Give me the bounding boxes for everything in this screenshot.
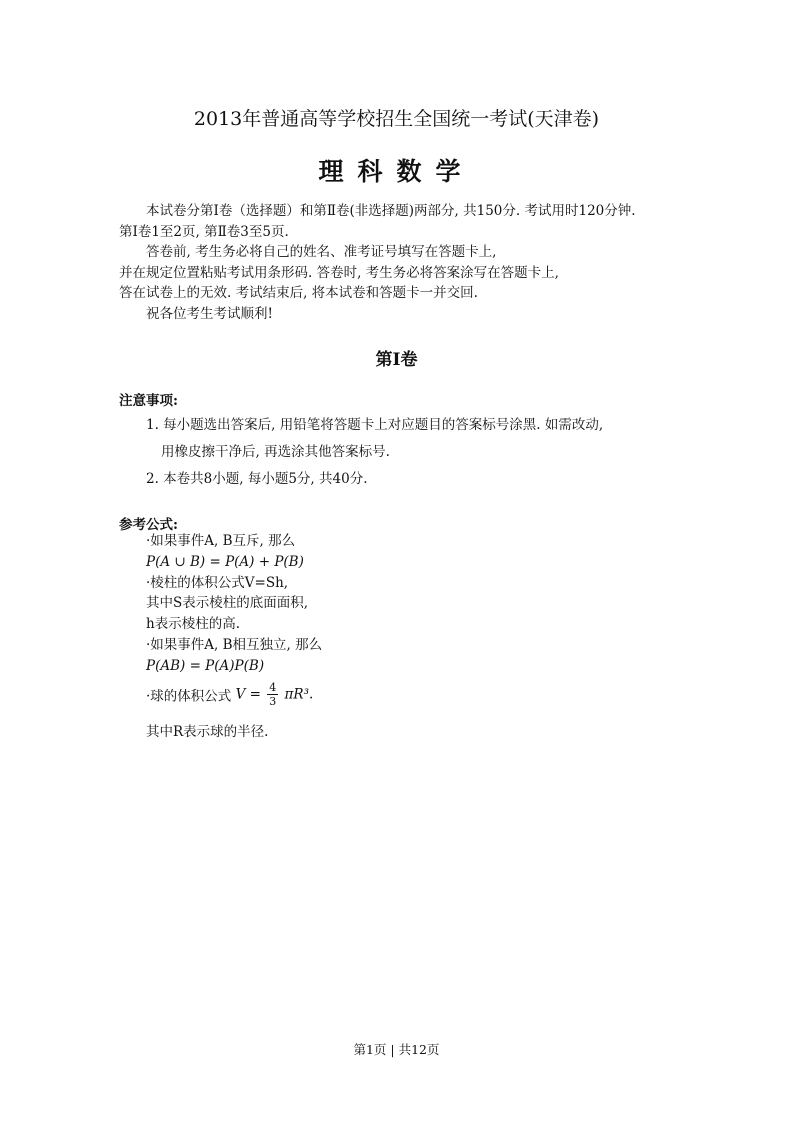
intro-line: 答卷前, 考生务必将自己的姓名、准考证号填写在答题卡上, — [146, 244, 497, 260]
fraction — [267, 681, 278, 708]
exam-title: 2013年普通高等学校招生全国统一考试(天津卷) — [193, 108, 600, 130]
formula-line: ·棱柱的体积公式V=Sh, — [146, 574, 289, 591]
notice-item: 用橡皮擦干净后, 再选涂其他答案标号. — [161, 444, 390, 460]
intro-line: 祝各位考生考试顺利! — [146, 305, 273, 322]
formula-lhs: V = — [235, 686, 261, 703]
formula-prefix: ·球的体积公式 — [146, 688, 232, 705]
sphere-volume-formula — [146, 681, 313, 715]
notice-item: 1. 每小题选出答案后, 用铅笔将答题卡上对应题目的答案标号涂黑. 如需改动, — [146, 417, 604, 433]
intro-line: 本试卷分第Ⅰ卷（选择题）和第Ⅱ卷(非选择题)两部分, 共150分. 考试用时120分钟. — [146, 203, 636, 219]
fraction-numerator: 4 — [269, 681, 277, 694]
fraction-denominator: 3 — [269, 695, 277, 708]
notice-heading: 注意事项: — [119, 393, 178, 409]
formula-rhs: πR³. — [284, 686, 314, 703]
notice-item: 2. 本卷共8小题, 每小题5分, 共40分. — [146, 471, 368, 487]
formula-line: h表示棱柱的高. — [146, 616, 240, 633]
formula-line: 其中S表示棱柱的底面面积, — [146, 595, 309, 612]
intro-paragraph — [119, 201, 679, 324]
formula-list — [146, 531, 322, 677]
intro-line: 并在规定位置粘贴考试用条形码. 答卷时, 考生务必将答案涂写在答题卡上, — [119, 264, 559, 281]
intro-line: 答在试卷上的无效. 考试结束后, 将本试卷和答题卡一并交回. — [119, 285, 478, 301]
formula-line: 其中R表示球的半径. — [146, 724, 269, 740]
intro-line: 第Ⅰ卷1至2页, 第Ⅱ卷3至5页. — [119, 223, 289, 240]
formula-math: P(A ∪ B) = P(A) + P(B) — [146, 553, 304, 570]
formula-line: ·如果事件A, B相互独立, 那么 — [146, 636, 323, 653]
formula-math: P(AB) = P(A)P(B) — [146, 657, 265, 674]
part-one-title: 第Ⅰ卷 — [375, 350, 418, 370]
page-footer: 第1页 | 共12页 — [353, 1042, 440, 1057]
subject-title: 理科数学 — [318, 157, 475, 186]
formula-heading: 参考公式: — [119, 517, 178, 533]
formula-line: ·如果事件A, B互斥, 那么 — [146, 533, 296, 549]
